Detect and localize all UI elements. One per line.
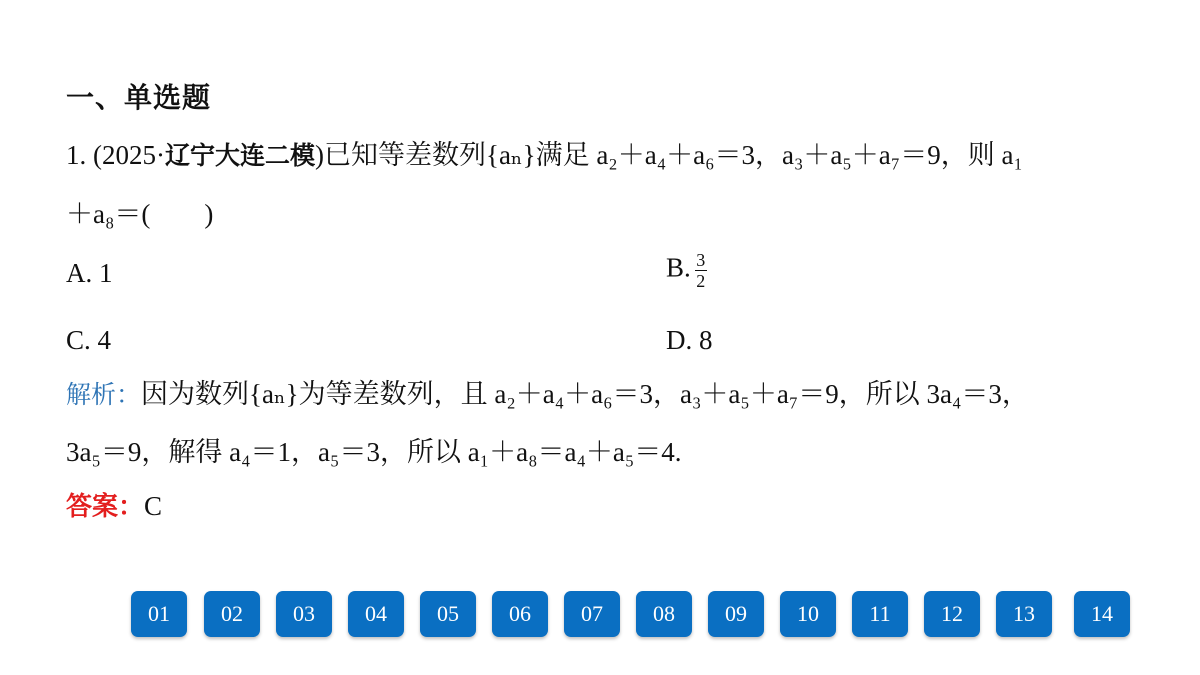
answer-value: C	[144, 491, 163, 521]
nav-button-01[interactable]: 01	[131, 591, 187, 637]
fraction-denominator: 2	[696, 271, 706, 291]
nav-button-04[interactable]: 04	[348, 591, 404, 637]
section-heading: 一、单选题	[66, 81, 212, 114]
nav-button-03[interactable]: 03	[276, 591, 332, 637]
solution-text-1: 因为数列{aₙ}为等差数列，且 a₂＋a₄＋a₆＝3，a₃＋a₅＋a₇＝9，所以 3a₄＝3，	[141, 379, 1029, 409]
solution-line-2: 3a₅＝9，解得 a₄＝1，a₅＝3，所以 a₁＋a₈＝a₄＋a₅＝4.	[66, 437, 682, 467]
fraction-numerator: 3	[696, 250, 706, 270]
question-source: 辽宁大连二模	[164, 141, 315, 170]
solution-line-1	[66, 376, 1029, 413]
question-line-2: ＋a₈＝( )	[66, 199, 214, 229]
nav-button-14[interactable]: 14	[1074, 591, 1130, 637]
option-d[interactable]: D. 8	[666, 325, 713, 355]
nav-button-05[interactable]: 05	[420, 591, 476, 637]
solution-label: 解析：	[66, 380, 142, 409]
nav-button-07[interactable]: 07	[564, 591, 620, 637]
nav-button-10[interactable]: 10	[780, 591, 836, 637]
nav-button-09[interactable]: 09	[708, 591, 764, 637]
answer-line	[66, 488, 162, 525]
nav-button-11[interactable]: 11	[852, 591, 908, 637]
option-b[interactable]	[666, 250, 707, 291]
answer-label: 答案：	[66, 492, 145, 522]
nav-button-12[interactable]: 12	[924, 591, 980, 637]
option-c[interactable]: C. 4	[66, 325, 112, 355]
question-prefix: 1. (2025·	[66, 140, 165, 170]
question-text: )已知等差数列{aₙ}满足 a₂＋a₄＋a₆＝3，a₃＋a₅＋a₇＝9，则 a₁	[315, 140, 1023, 170]
option-b-fraction	[695, 250, 707, 291]
nav-button-06[interactable]: 06	[492, 591, 548, 637]
question-line-1	[66, 137, 1023, 174]
option-a[interactable]: A. 1	[66, 258, 113, 288]
nav-button-08[interactable]: 08	[636, 591, 692, 637]
nav-button-02[interactable]: 02	[204, 591, 260, 637]
nav-button-13[interactable]: 13	[996, 591, 1052, 637]
option-b-label: B.	[666, 252, 691, 283]
